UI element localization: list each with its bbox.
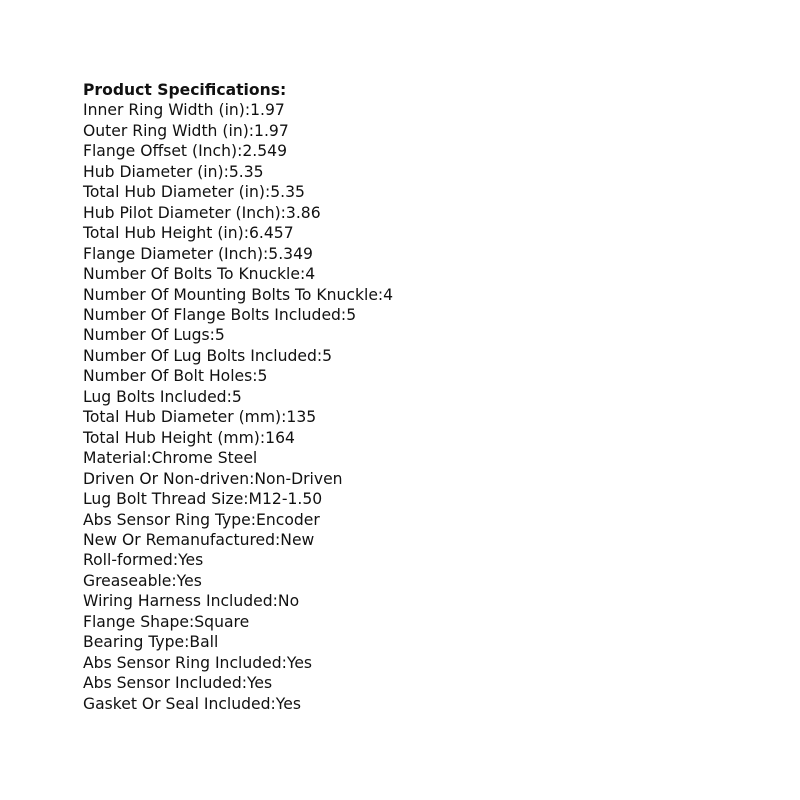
spec-row: Number Of Mounting Bolts To Knuckle:4: [83, 285, 394, 304]
spec-row: Total Hub Height (in):6.457: [83, 224, 294, 243]
spec-row: Roll-formed:Yes: [83, 551, 204, 570]
spec-row: Number Of Bolt Holes:5: [83, 367, 268, 386]
spec-row: Total Hub Diameter (mm):135: [83, 408, 317, 427]
spec-row: Number Of Flange Bolts Included:5: [83, 305, 357, 324]
spec-row: Number Of Lugs:5: [83, 326, 225, 345]
spec-list: [83, 100, 783, 714]
spec-row: Flange Shape:Square: [83, 612, 250, 631]
product-specifications: [83, 80, 783, 714]
spec-row: Material:Chrome Steel: [83, 449, 258, 468]
spec-row: Outer Ring Width (in):1.97: [83, 121, 289, 140]
spec-row: Lug Bolts Included:5: [83, 387, 242, 406]
specifications-title: Product Specifications:: [83, 81, 287, 99]
spec-row: Number Of Lug Bolts Included:5: [83, 346, 333, 365]
spec-row: Hub Diameter (in):5.35: [83, 162, 264, 181]
spec-row: New Or Remanufactured:New: [83, 530, 315, 549]
spec-row: Flange Diameter (Inch):5.349: [83, 244, 313, 263]
spec-row: Wiring Harness Included:No: [83, 592, 300, 611]
spec-row: Hub Pilot Diameter (Inch):3.86: [83, 203, 321, 222]
spec-row: Flange Offset (Inch):2.549: [83, 142, 287, 161]
spec-row: Abs Sensor Included:Yes: [83, 674, 273, 693]
spec-row: Gasket Or Seal Included:Yes: [83, 694, 301, 713]
spec-row: Bearing Type:Ball: [83, 633, 219, 652]
spec-row: Lug Bolt Thread Size:M12-1.50: [83, 490, 323, 509]
spec-row: Inner Ring Width (in):1.97: [83, 101, 285, 120]
spec-row: Abs Sensor Ring Type:Encoder: [83, 510, 320, 529]
spec-row: Total Hub Height (mm):164: [83, 428, 295, 447]
spec-row: Number Of Bolts To Knuckle:4: [83, 265, 316, 284]
spec-row: Total Hub Diameter (in):5.35: [83, 183, 305, 202]
spec-row: Driven Or Non-driven:Non-Driven: [83, 469, 343, 488]
spec-row: Greaseable:Yes: [83, 571, 202, 590]
spec-row: Abs Sensor Ring Included:Yes: [83, 653, 313, 672]
